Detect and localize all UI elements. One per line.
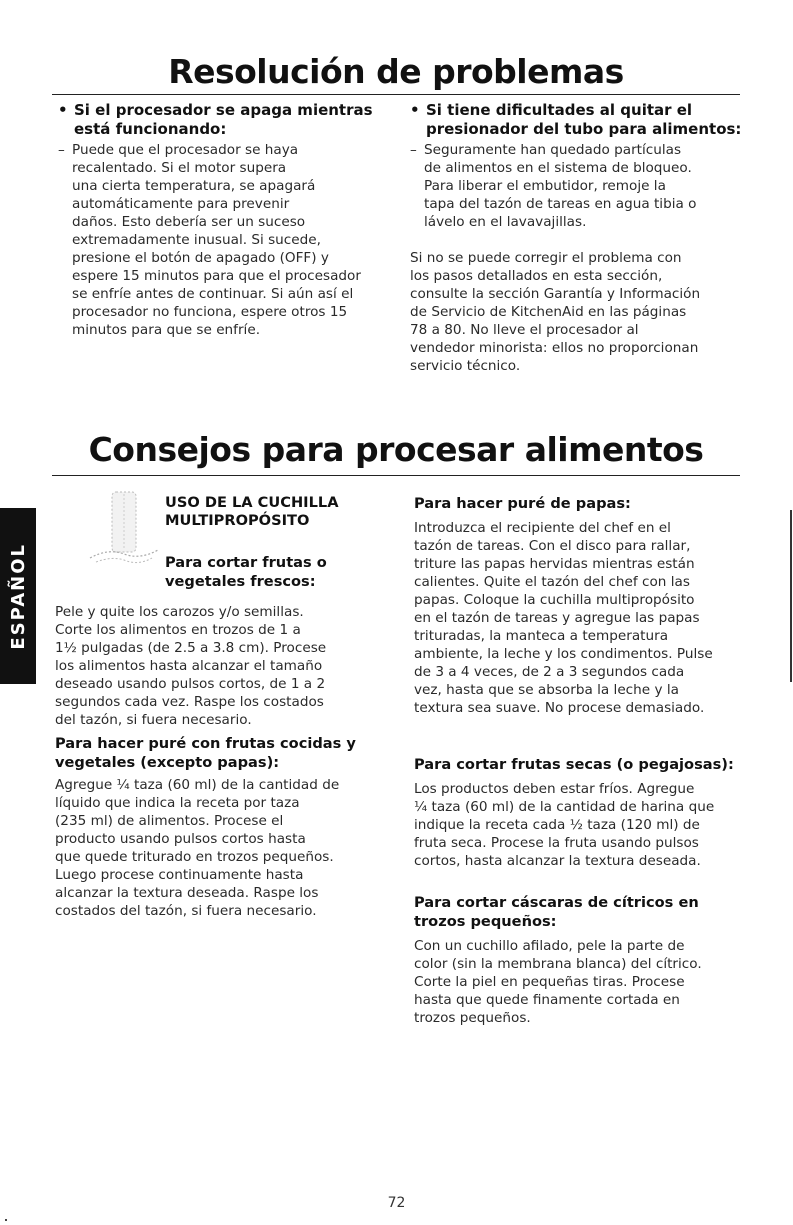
dried-heading: Para cortar frutas secas (o pegajosas): [414,756,734,773]
tips-rule [52,475,740,476]
pusher-body: – Seguramente han quedado partículas de alimentos en el sistema de bloqueo. Para liberar el embutidor, remoje la tapa del tazón de tareas en agua tibia o lávelo en el lavavajillas. [410,142,697,230]
cooked-heading: Para hacer puré con frutas cocidas y vegetales (excepto papas): [55,735,356,771]
fresh-heading: Para cortar frutas o vegetales frescos: [165,554,327,590]
overheat-heading: • Si el procesador se apaga mientras está funcionando: [58,101,373,138]
blade-heading: USO DE LA CUCHILLA MULTIPROPÓSITO [165,494,339,529]
cooked-paragraph: Agregue ¼ taza (60 ml) de la cantidad de líquido que indica la receta por taza (235 ml) de alimentos. Procese el producto usando pulsos cortos hasta que quede triturado en trozos pequeños. Luego procese continuamente hasta alcanzar la textura deseada. Raspe los costados del tazón, si fuera necesario. [55,777,340,919]
margin-line [790,510,792,682]
dash-icon: – [58,142,65,158]
dash-icon: – [410,142,417,158]
service-paragraph: Si no se puede corregir el problema con los pasos detallados en esta sección, consulte la sección Garantía y Información de Servicio de KitchenAid en las páginas 78 a 80. No lleve el procesador al vendedor minorista: ellos no proporcionan servicio técnico. [410,250,701,374]
potato-section [414,494,774,717]
page-number: 72 [387,1195,406,1211]
language-tab: ESPAÑOL [0,508,36,684]
potato-heading: Para hacer puré de papas: [414,495,631,512]
dried-paragraph: Los productos deben estar fríos. Agregue ¼ taza (60 ml) de la cantidad de harina que indique la receta cada ½ taza (120 ml) de fruta seca. Procese la fruta usando pulsos cortos, hasta alcanzar la textura deseada. [414,781,715,869]
overheat-section [58,101,378,339]
pusher-section [410,101,750,375]
potato-paragraph: Introduzca el recipiente del chef en el tazón de tareas. Con el disco para rallar, triture las papas hervidas mientras están calientes. Quite el tazón del chef con las papas. Coloque la cuchilla multipropósito en el tazón de tareas y agregue las papas trituradas, la manteca a temperatura ambiente, la leche y los condimentos. Pulse de 3 a 4 veces, de 2 a 3 segundos cada vez, hasta que se absorba la leche y la textura sea suave. No procese demasiado. [414,520,713,716]
overheat-body: – Puede que el procesador se haya recalentado. Si el motor supera una cierta temperatura, se apagará automáticamente para prevenir daños. Esto debería ser un suceso extremadamente inusual. Si sucede, presione el botón de apagado (OFF) y espere 15 minutos para que el procesador se enfríe antes de continuar. Si aún así el procesador no funciona, espere otros 15 minutos para que se enfríe. [58,142,361,338]
citrus-paragraph: Con un cuchillo afilado, pele la parte de color (sin la membrana blanca) del cítrico. Corte la piel en pequeñas tiras. Procese hasta que quede finamente cortada en trozos pequeños. [414,938,702,1026]
dried-section [414,755,784,870]
troubleshooting-title: Resolución de problemas [168,52,624,91]
fresh-paragraph: Pele y quite los carozos y/o semillas. Corte los alimentos en trozos de 1 a 1½ pulgadas (de 2.5 a 3.8 cm). Procese los alimentos hasta alcanzar el tamaño deseado usando pulsos cortos, de 1 a 2 segundos cada vez. Raspe los costados del tazón, si fuera necesario. [55,604,327,728]
pusher-heading: • Si tiene dificultades al quitar el presionador del tubo para alimentos: [410,101,742,138]
bullet-icon: • [410,101,420,119]
bullet-icon: • [58,101,68,119]
tips-title: Consejos para procesar alimentos [88,430,704,469]
citrus-heading: Para cortar cáscaras de cítricos en trozos pequeños: [414,894,699,930]
corner-mark [5,1219,7,1221]
title-rule [52,94,740,95]
citrus-section [414,893,774,1027]
multipurpose-blade-illustration [88,488,160,576]
